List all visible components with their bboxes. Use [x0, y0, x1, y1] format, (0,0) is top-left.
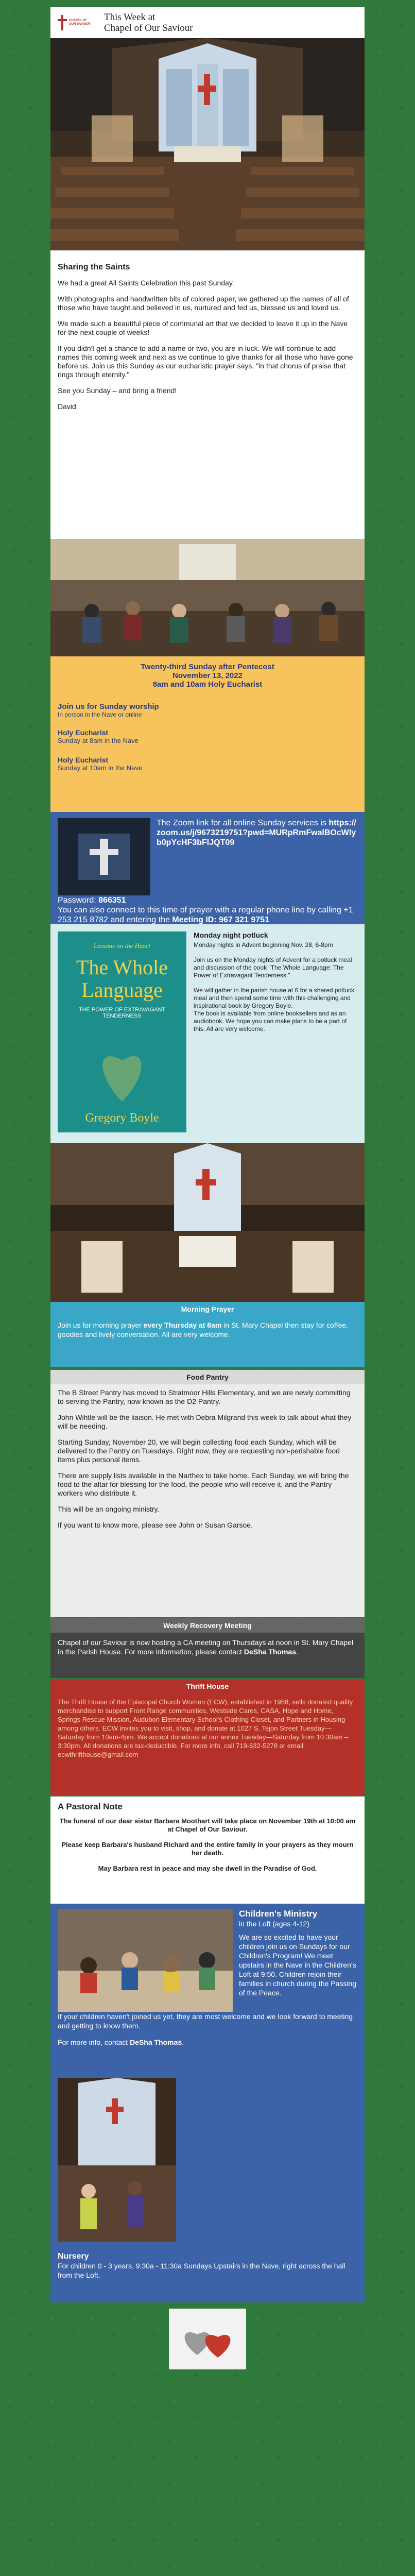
food-pantry-paragraph: John Wihtle will be the liaison. He met with Debra Milgrand this week to talk about what they will be needing.	[58, 1413, 352, 1430]
eucharist-heading: Holy Eucharist	[58, 728, 109, 737]
pentecost-date: November 13, 2022	[172, 671, 243, 680]
morning-prayer-heading: Morning Prayer	[50, 1302, 365, 1316]
header	[50, 7, 365, 38]
eucharist-heading: Holy Eucharist	[58, 756, 109, 764]
thrift-section	[50, 1679, 365, 1797]
saints-paragraph: We had a great All Saints Celebration this past Sunday.	[58, 279, 234, 287]
saints-signature: David	[58, 402, 76, 411]
newsletter	[50, 0, 365, 2372]
join-subtext: In person in the Nave or online	[58, 711, 142, 718]
hearts-photo	[169, 2309, 246, 2369]
eucharist-time: Sunday at 10am in the Nave	[58, 764, 143, 772]
childrens-photo	[58, 1909, 233, 2012]
thrift-text: The Thrift House of the Episcopal Church Women (ECW), established in 1958, sells donated quality merchandise to support Front Range communities, Westside Cares, CASA, Hope and Home, Springs Rescue Mission, Audubon Elementary School's Clothing Closet, and Partners in Housing among others. ECW invites you to visit, shop, and donate at 1027 S. Tejon Street Tuesday—Saturday from 10am-4pm. We accept donations at our annex Tuesday—Saturday from 10:30am – 3:30pm. All donations are tax-deductible. For more info, call 719-632-5278 or email ecwthrifthouse@gmail.com	[58, 1698, 353, 1758]
hero-photo	[50, 38, 365, 250]
morning-prayer-text: in St. Mary Chapel then stay for coffee, goodies and lively conversation. All are very welcome.	[58, 1321, 348, 1338]
pastoral-section	[50, 1797, 365, 1904]
eucharist-time: Sunday at 8am in the Nave	[58, 737, 139, 744]
potluck-text: The book is available from online booksellers and as an audiobook. We hope you can make plans to be a part of this. All are very welcome.	[194, 1010, 347, 1032]
thrift-heading: Thrift House	[50, 1679, 365, 1693]
pastoral-text: Please keep Barbara's husband Richard and the entire family in your prayers as they mourn her death.	[61, 1841, 354, 1857]
childrens-text: We are so excited to have your children join us on Sundays for our Children's Program! We meet upstairs in the Nave in the Children's Loft at 9:50. Children rejoin their families in church during the Passing of the Peace.	[239, 1933, 357, 1997]
food-pantry-paragraph: If you want to know more, please see John or Susan Garsoe.	[58, 1521, 253, 1529]
recovery-section: Weekly Recovery Meeting Chapel of our Saviour is now hosting a CA meeting on Thursdays at noon in St. Mary Chapel in the Parish House. For more information, please contact DeSha Thomas.	[50, 1618, 365, 1679]
zoom-section	[50, 812, 365, 924]
nursery-section	[50, 2247, 365, 2302]
morning-prayer-text: Join us for morning prayer	[58, 1321, 144, 1329]
childrens-heading: Children's Ministry	[239, 1909, 318, 1919]
potluck-heading: Monday night potluck	[194, 931, 268, 939]
potluck-text: We will gather in the parish house at 6 for a shared potluck meal and then spend some time with this challenging and inspirational book by Gregory Boyle.	[194, 987, 354, 1009]
pentecost-title: Twenty-third Sunday after Pentecost	[141, 663, 274, 671]
childrens-contact-text: For more info, contact	[58, 2038, 130, 2046]
zoom-phone-text: You can also connect to this time of prayer with a regular phone line by calling +1 253 215 8782 and entering the	[58, 906, 353, 924]
book-title: Language	[81, 978, 163, 1002]
zoom-link[interactable]: https://zoom.us/j/9673219751?pwd=MURpRmFwalBOcWlyb0pYcHF3bFlJQT09	[157, 819, 356, 847]
pastoral-heading: A Pastoral Note	[58, 1802, 123, 1811]
saints-paragraph: If you didn't get a chance to add a name or two, you are in luck. We will continue to add names this coming week and next as we continue to give thanks for all those who have gone before us. Join us this Sunday as our eucharistic prayer says, "in that chorus of praise that rings through eternity."	[58, 344, 353, 379]
morning-prayer-section	[50, 1302, 365, 1370]
recovery-heading: Weekly Recovery Meeting	[50, 1618, 365, 1633]
saints-heading: Sharing the Saints	[58, 263, 130, 272]
footer-image-row	[50, 2302, 365, 2372]
book-title: The Whole	[76, 956, 168, 979]
food-pantry-paragraph: There are supply lists available in the Narthex to take home. Each Sunday, we will bring the food to the altar for blessing for the food, the people who will receive it, and the Pantry workers who distribute it.	[58, 1471, 349, 1497]
pastoral-text: May Barbara rest in peace and may she dwell in the Paradise of God.	[98, 1865, 317, 1872]
header-title-line2: Chapel of Our Saviour	[104, 23, 193, 33]
food-pantry-paragraph: The B Street Pantry has moved to Stratmoor Hills Elementary, and we are newly committing to serving the Pantry, now known as the D2 Pantry.	[58, 1388, 351, 1405]
pentecost-times: 8am and 10am Holy Eucharist	[152, 680, 263, 689]
food-pantry-heading: Food Pantry	[50, 1370, 365, 1384]
childrens-subheading: in the Loft (ages 4-12)	[239, 1920, 309, 1928]
saints-paragraph: See you Sunday – and bring a friend!	[58, 386, 177, 395]
zoom-password: 866351	[98, 896, 126, 905]
zoom-intro: The Zoom link for all online Sunday services is https://zoom.us/j/9673219751?pwd=MURpRmFwalBOcWlyb0pYcHF3bFlJQT09	[157, 819, 356, 847]
potluck-text: Join us on the Monday nights of Advent for a potluck meal and discussion of the book "The Whole Language: The Power of Extravagant Tenderness."	[194, 956, 352, 979]
recovery-text: Chapel of our Saviour is now hosting a CA meeting on Thursdays at noon in St. Mary Chapel in the Parish House. For more information, please contact	[58, 1638, 354, 1656]
pastoral-text: The funeral of our dear sister Barbara Moothart will take place on November 19th at 10:00 am at Chapel of Our Saviour.	[59, 1817, 356, 1833]
nursery-text: For children 0 - 3 years. 9:30a - 11:30a Sundays Upstairs in the Nave, right across the hall from the Loft.	[58, 2262, 345, 2279]
zoom-meeting-id: Meeting ID: 967 321 9751	[172, 916, 269, 924]
morning-prayer-time: every Thursday at 8am	[143, 1321, 222, 1329]
interior-photo	[50, 1143, 365, 1302]
childrens-contact-link[interactable]: DeSha Thomas	[130, 2038, 182, 2046]
zoom-password-label: Password:	[58, 896, 99, 905]
logo-text: CHAPEL OF OUR SAVIOUR	[69, 19, 91, 26]
food-pantry-paragraph: Starting Sunday, November 20, we will begin collecting food each Sunday, which will be delivered to the Pantry on Tuesdays. Right now, they are requesting non-perishable food items plus personal items.	[58, 1438, 340, 1464]
worship-schedule	[50, 656, 365, 812]
childrens-section: Children's Ministry in the Loft (ages 4-12) We are so excited to have your children join us on Sundays for our Children's Program! We meet upstairs in the Nave in the Children's Loft at 9:50. Children rejoin their families in church during the Passing of the Peace. If your children haven't joined us yet, they are most welcome and we look forward to meeting and getting to know them. For more info, contact DeSha Thomas.	[50, 1904, 365, 2073]
nursery-heading: Nursery	[58, 2252, 89, 2261]
logo	[58, 10, 94, 35]
saints-paragraph: With photographs and handwritten bits of colored paper, we gathered up the names of all of those who have taught and believed in us, nurtured and fed us, blessed us and loved us.	[58, 295, 349, 312]
cross-icon	[58, 15, 67, 30]
saints-section	[50, 250, 365, 539]
potluck-section	[50, 924, 365, 1143]
potluck-text: Monday nights in Advent beginning Nov. 28, 6-8pm	[194, 941, 333, 948]
header-title-line1: This Week at	[104, 12, 155, 23]
book-small-title: Lessons on the Heart	[93, 942, 151, 950]
book-author: Gregory Boyle	[85, 1111, 159, 1125]
join-heading: Join us for Sunday worship	[58, 702, 159, 711]
book-subtitle: THE POWER OF EXTRAVAGANT TENDERNESS	[78, 1007, 166, 1019]
childrens-text: If your children haven't joined us yet, they are most welcome and we look forward to meeting and getting to know them.	[58, 2012, 353, 2030]
food-pantry-paragraph: This will be an ongoing ministry.	[58, 1505, 160, 1513]
book-cover	[58, 931, 186, 1132]
zoom-photo	[58, 818, 150, 895]
children-photo	[50, 2073, 365, 2247]
saints-paragraph: We made such a beautiful piece of communal art that we decided to leave it up in the Nave for the next couple of weeks!	[58, 319, 348, 336]
recovery-contact-link[interactable]: DeSha Thomas	[244, 1648, 296, 1656]
congregation-photo	[50, 539, 365, 656]
food-pantry-section	[50, 1370, 365, 1618]
